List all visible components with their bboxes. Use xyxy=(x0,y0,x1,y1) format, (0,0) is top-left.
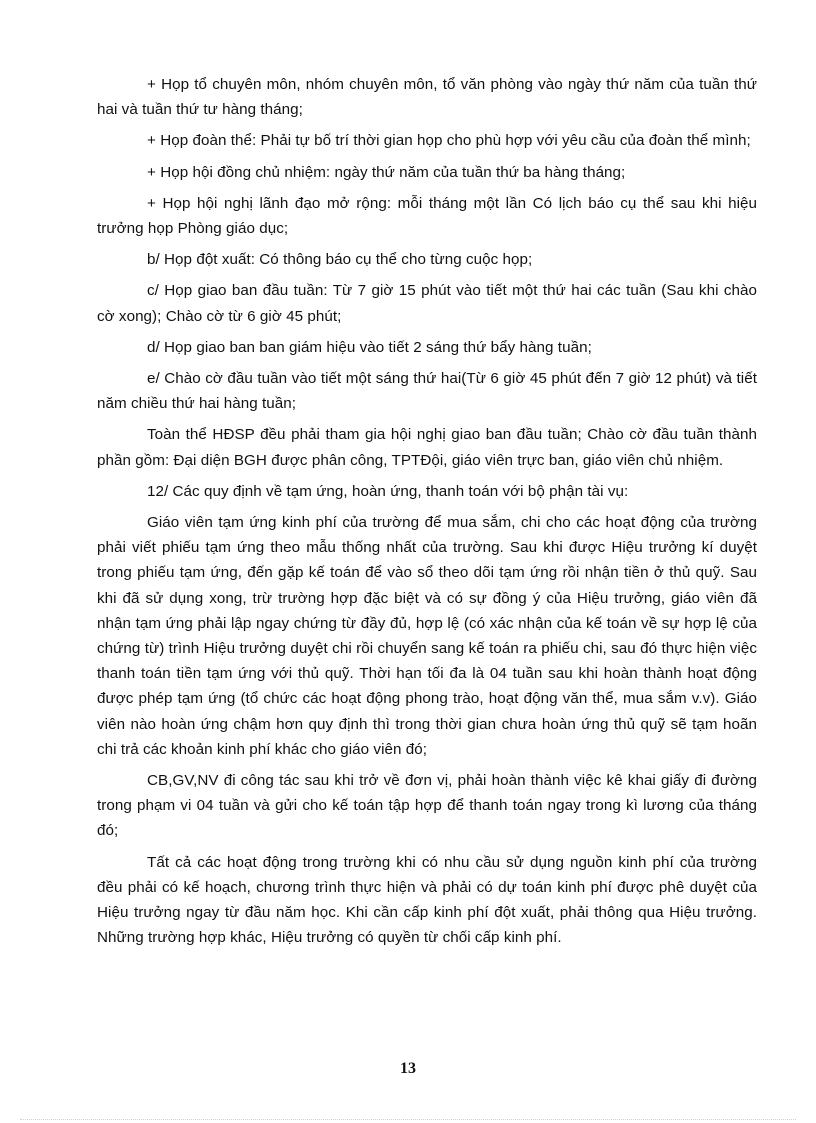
page-number: 13 xyxy=(400,1060,416,1077)
paragraph-flag-salute: e/ Chào cờ đầu tuần vào tiết một sáng thứ hai(Từ 6 giờ 45 phút đến 7 giờ 12 phút) và tiết năm chiều thứ hai hàng tuần; xyxy=(97,370,757,413)
paragraph-meeting-homeroom-council: + Họp hội đồng chủ nhiệm: ngày thứ năm của tuần thứ ba hàng tháng; xyxy=(147,163,626,181)
paragraph-attendance: Toàn thể HĐSP đều phải tham gia hội nghị giao ban đầu tuần; Chào cờ đầu tuần thành phần gồm: Đại diện BGH được phân công, TPTĐội, giáo viên trực ban, giáo viên chủ nhiệm. xyxy=(97,426,757,469)
page-bottom-divider xyxy=(20,1119,796,1120)
page-body xyxy=(97,72,757,957)
paragraph-budget-planning: Tất cả các hoạt động trong trường khi có nhu cầu sử dụng nguồn kinh phí của trường đều phải có kế hoạch, chương trình thực hiện và phải có dự toán kinh phí được phê duyệt của Hiệu trưởng ngay từ đầu năm học. Khi cần cấp kinh phí đột xuất, phải thông qua Hiệu trưởng. Những trường hợp khác, Hiệu trưởng có quyền từ chối cấp kinh phí. xyxy=(97,853,757,947)
paragraph-meeting-professional-groups: + Họp tổ chuyên môn, nhóm chuyên môn, tổ văn phòng vào ngày thứ năm của tuần thứ hai và tuần thứ tư hàng tháng; xyxy=(97,76,757,119)
paragraph-meeting-unions: + Họp đoàn thể: Phải tự bố trí thời gian họp cho phù hợp với yêu cầu của đoàn thể mình; xyxy=(147,132,751,150)
paragraph-board-briefing: d/ Họp giao ban ban giám hiệu vào tiết 2 sáng thứ bẩy hàng tuần; xyxy=(147,338,592,356)
paragraph-travel-settlement: CB,GV,NV đi công tác sau khi trở về đơn vị, phải hoàn thành việc kê khai giấy đi đường trong phạm vi 04 tuần và gửi cho kế toán tập hợp để thanh toán ngay trong kì lương của tháng đó; xyxy=(97,772,757,840)
paragraph-advance-procedure: Giáo viên tạm ứng kinh phí của trường để mua sắm, chi cho các hoạt động của trường phải viết phiếu tạm ứng theo mẫu thống nhất của trường. Sau khi được Hiệu trưởng kí duyệt trong phiếu tạm ứng, đến gặp kế toán để vào sổ theo dõi tạm ứng rồi nhận tiền ở thủ quỹ. Sau khi đã sử dụng xong, trừ trường hợp đặc biệt và có sự đồng ý của Hiệu trưởng, giáo viên đã nhận tạm ứng phải lập ngay chứng từ đầy đủ, hợp lệ (có xác nhận của kế toán về sự hợp lệ của chứng từ) trình Hiệu trưởng duyệt chi rồi chuyển sang kế toán ra phiếu chi, sau đó thực hiện việc thanh toán tiền tạm ứng với thủ quỹ. Thời hạn tối đa là 04 tuần sau khi hoàn thành hoạt động được phép tạm ứng (tổ chức các hoạt động phong trào, hoạt động văn thể, mua sắm v.v). Giáo viên nào hoàn ứng chậm hơn quy định thì trong thời gian chưa hoàn ứng thủ quỹ sẽ tạm hoãn chi trả các khoản kinh phí khác cho giáo viên đó; xyxy=(97,514,757,758)
paragraph-weekly-briefing: c/ Họp giao ban đầu tuần: Từ 7 giờ 15 phút vào tiết một thứ hai các tuần (Sau khi chào cờ xong); Chào cờ từ 6 giờ 45 phút; xyxy=(97,282,757,325)
paragraph-unscheduled-meetings: b/ Họp đột xuất: Có thông báo cụ thể cho từng cuộc họp; xyxy=(147,251,533,269)
paragraph-meeting-extended-leadership: + Họp hội nghị lãnh đạo mở rộng: mỗi tháng một lần Có lịch báo cụ thể sau khi hiệu trưởng họp Phòng giáo dục; xyxy=(97,194,757,238)
section-heading-advances: 12/ Các quy định về tạm ứng, hoàn ứng, thanh toán với bộ phận tài vụ: xyxy=(147,482,629,500)
